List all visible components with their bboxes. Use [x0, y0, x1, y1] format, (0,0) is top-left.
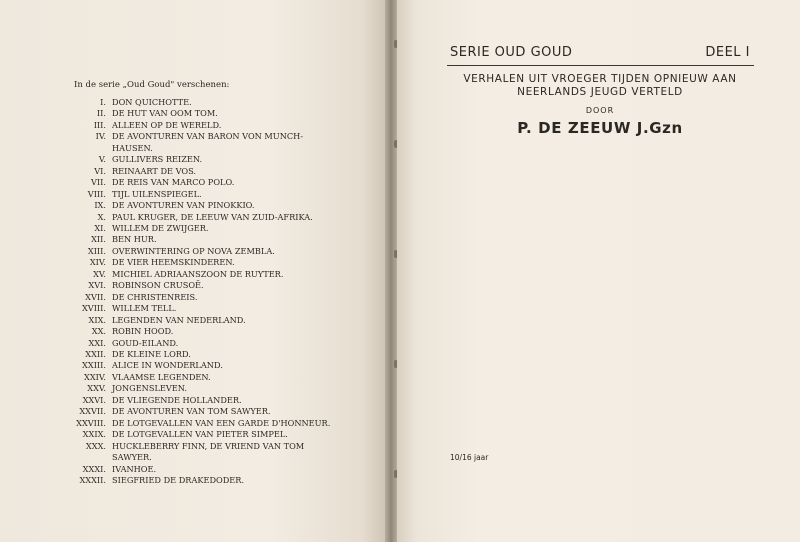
header-rule: [447, 65, 754, 66]
series-item-title: ROBIN HOOD.: [112, 326, 174, 337]
series-list-item: [74, 452, 374, 463]
series-item-title: DE CHRISTENREIS.: [112, 291, 198, 302]
series-item-number: XIII.: [87, 245, 106, 256]
series-item-number: XXIII.: [82, 360, 106, 371]
series-item-number: XXVII.: [79, 406, 106, 417]
series-item-title: LEGENDEN VAN NEDERLAND.: [112, 314, 246, 325]
series-item-title: JONGENSLEVEN.: [112, 383, 187, 394]
series-list-item: [74, 166, 374, 177]
series-list-item: [74, 257, 374, 268]
series-item-number: [74, 452, 112, 463]
series-item-number: V.: [98, 154, 106, 165]
series-item-title: DE VIER HEEMSKINDEREN.: [112, 257, 235, 268]
series-item-title: HAUSEN.: [112, 142, 153, 153]
series-list-item: [74, 189, 374, 200]
series-list-item: [74, 120, 374, 131]
series-list-item: [74, 406, 374, 417]
series-item-number: XXX.: [85, 440, 106, 451]
series-item-number: XXV.: [87, 383, 106, 394]
series-item-number: XVII.: [85, 291, 106, 302]
series-list-item: [74, 280, 374, 291]
series-item-number: XV.: [93, 268, 106, 279]
series-list-item: [74, 269, 374, 280]
series-list-item: [74, 154, 374, 165]
series-title: SERIE OUD GOUD: [450, 45, 573, 60]
series-list-item: [74, 223, 374, 234]
series-item-number: XIV.: [89, 257, 106, 268]
series-list: [74, 97, 374, 486]
subtitle: [440, 73, 760, 99]
series-item-number: VII.: [91, 177, 106, 188]
series-item-title: GULLIVERS REIZEN.: [112, 154, 203, 165]
series-item-number: XXI.: [88, 337, 106, 348]
series-item-title: DE VLIEGENDE HOLLANDER.: [112, 394, 242, 405]
by-label: DOOR: [585, 106, 615, 115]
series-list-item: [74, 177, 374, 188]
series-item-number: XIX.: [88, 314, 106, 325]
series-item-number: IX.: [94, 200, 106, 211]
subtitle-line: VERHALEN UIT VROEGER TIJDEN OPNIEUW AAN: [463, 73, 737, 85]
series-item-title: TIJL UILENSPIEGEL.: [112, 188, 202, 199]
series-item-title: REINAART DE VOS.: [112, 165, 196, 176]
series-item-number: XXIX.: [82, 429, 106, 440]
series-list-item: [74, 212, 374, 223]
series-list-item: [74, 143, 374, 154]
subtitle-line: NEERLANDS JEUGD VERTELD: [517, 86, 683, 98]
series-list-item: [74, 372, 374, 383]
series-list-item: [74, 418, 374, 429]
series-item-title: DE KLEINE LORD.: [112, 348, 191, 359]
series-item-title: MICHIEL ADRIAANSZOON DE RUYTER.: [112, 268, 284, 279]
age-range: 10/16 jaar: [450, 453, 489, 462]
author-name: P. DE ZEEUW J.Gzn: [517, 119, 683, 137]
series-item-number: [74, 143, 112, 154]
series-item-number: XX.: [91, 326, 106, 337]
series-list-item: [74, 360, 374, 371]
left-page: [0, 0, 385, 542]
series-item-number: XVIII.: [81, 303, 106, 314]
volume-number: DEEL I: [705, 45, 750, 60]
series-item-title: DE LOTGEVALLEN VAN EEN GARDE D'HONNEUR.: [112, 417, 331, 428]
series-item-title: WILLEM TELL.: [112, 303, 177, 314]
series-item-number: XXVI.: [82, 394, 106, 405]
series-item-title: DE AVONTUREN VAN BARON VON MUNCH-: [112, 131, 304, 142]
series-list-item: [74, 349, 374, 360]
series-item-number: XI.: [94, 222, 106, 233]
series-item-title: IVANHOE.: [112, 463, 157, 474]
series-item-title: DON QUICHOTTE.: [112, 97, 192, 107]
series-list-item: [74, 429, 374, 440]
series-item-title: SAWYER.: [112, 452, 152, 463]
series-item-title: ROBINSON CRUSOË.: [112, 280, 204, 291]
series-list-item: [74, 303, 374, 314]
series-item-title: DE LOTGEVALLEN VAN PIETER SIMPEL.: [112, 429, 288, 440]
series-list-item: [74, 315, 374, 326]
series-item-number: IV.: [95, 131, 106, 142]
series-item-title: DE AVONTUREN VAN PINOKKIO.: [112, 200, 255, 211]
series-item-title: ALICE IN WONDERLAND.: [112, 360, 223, 371]
series-list-item: [74, 108, 374, 119]
series-list-item: [74, 338, 374, 349]
series-item-number: XXIV.: [84, 371, 106, 382]
series-item-title: ALLEEN OP DE WERELD.: [112, 119, 222, 130]
series-list-item: [74, 200, 374, 211]
series-item-title: SIEGFRIED DE DRAKEDODER.: [112, 474, 245, 485]
series-item-title: OVERWINTERING OP NOVA ZEMBLA.: [112, 245, 275, 256]
series-item-title: DE HUT VAN OOM TOM.: [112, 108, 218, 119]
series-item-title: VLAAMSE LEGENDEN.: [112, 371, 211, 382]
series-list-item: [74, 395, 374, 406]
series-list-item: [74, 234, 374, 245]
series-item-title: HUCKLEBERRY FINN, DE VRIEND VAN TOM: [112, 440, 305, 451]
series-list-item: [74, 464, 374, 475]
series-list-item: [74, 246, 374, 257]
series-item-title: WILLEM DE ZWIJGER.: [112, 222, 209, 233]
title-header: [450, 45, 750, 60]
series-item-number: III.: [93, 119, 106, 130]
series-item-title: DE REIS VAN MARCO POLO.: [112, 177, 235, 188]
series-list-item: [74, 326, 374, 337]
series-item-title: DE AVONTUREN VAN TOM SAWYER.: [112, 406, 271, 417]
series-list-heading: In de serie „Oud Goud" verschenen:: [74, 80, 230, 90]
book-gutter: [385, 0, 397, 542]
series-list-item: [74, 441, 374, 452]
series-item-title: GOUD-EILAND.: [112, 337, 179, 348]
series-item-number: XXXI.: [82, 463, 106, 474]
series-item-number: II.: [96, 108, 106, 119]
series-item-number: XVI.: [88, 280, 106, 291]
series-list-item: [74, 131, 374, 142]
series-item-number: XXVIII.: [76, 417, 106, 428]
series-item-number: XXII.: [85, 348, 106, 359]
series-list-item: [74, 475, 374, 486]
series-item-number: VI.: [94, 165, 106, 176]
series-list-item: [74, 97, 374, 108]
series-list-item: [74, 292, 374, 303]
series-item-title: BEN HUR.: [112, 234, 157, 245]
series-item-number: XII.: [91, 234, 106, 245]
series-item-number: I.: [100, 97, 106, 107]
series-item-number: XXXII.: [79, 474, 106, 485]
series-item-number: X.: [97, 211, 106, 222]
series-item-title: PAUL KRUGER, DE LEEUW VAN ZUID-AFRIKA.: [112, 211, 313, 222]
series-item-number: VIII.: [87, 188, 106, 199]
series-list-item: [74, 383, 374, 394]
